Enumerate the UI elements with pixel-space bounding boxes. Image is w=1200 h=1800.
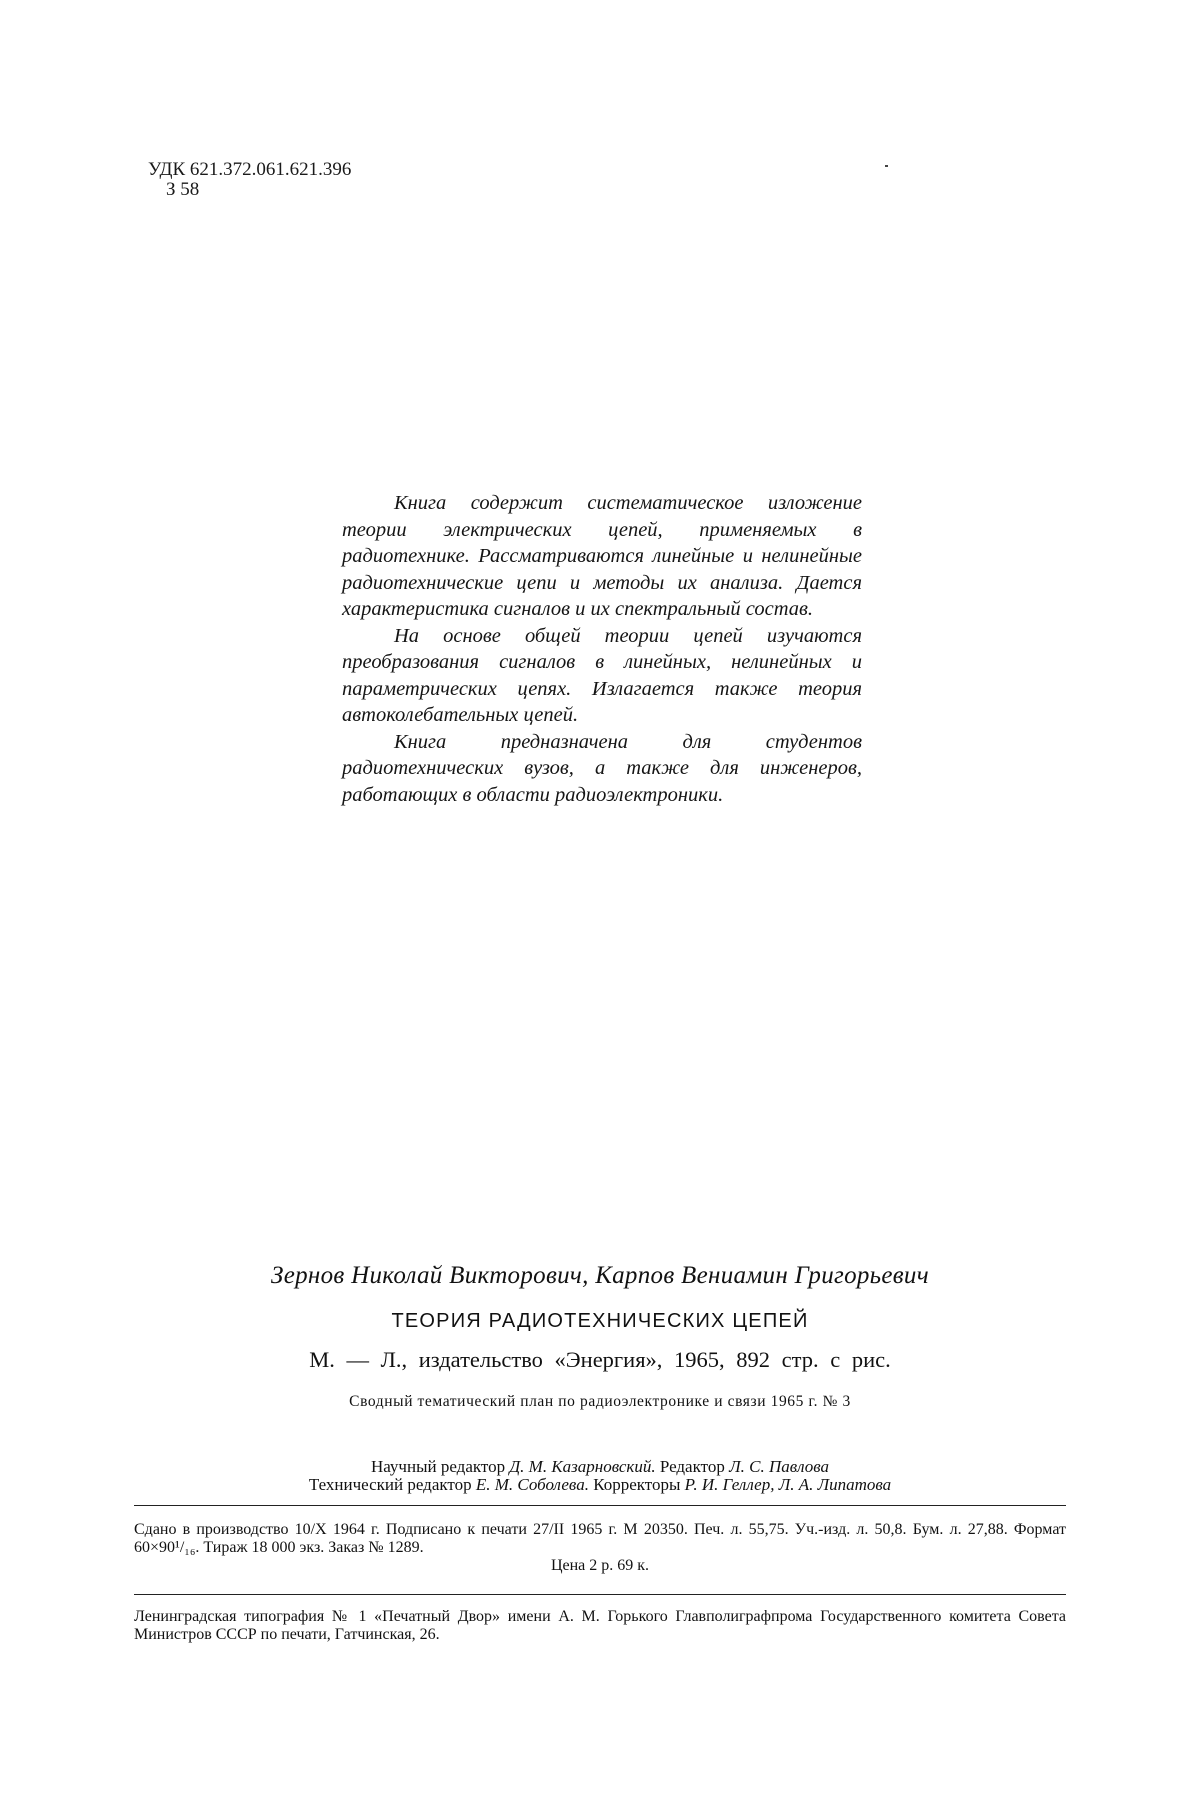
- authors-line: Зернов Николай Викторович, Карпов Вениамин Григорьевич: [271, 1262, 929, 1289]
- proofreaders-names: Р. И. Геллер, Л. А. Липатова: [684, 1475, 892, 1494]
- price: Цена 2 р. 69 к.: [550, 1557, 650, 1574]
- scientific-editor-name: Д. М. Казарновский.: [509, 1457, 656, 1476]
- editorial-credits: [150, 1458, 1050, 1494]
- editor-name: Л. С. Павлова: [729, 1457, 830, 1476]
- technical-editor-name: Е. М. Соболева.: [475, 1475, 589, 1494]
- book-annotation: [342, 490, 862, 808]
- scientific-editor-label: Научный редактор: [370, 1457, 506, 1476]
- udk-code: УДК 621.372.061.621.396: [148, 159, 352, 180]
- annotation-paragraph: Книга содержит систематическое изложение теории электрических цепей, применяемых в радиотехнике. Рассматриваются линейные и нелинейные радиотехнические цепи и методы их анализа. Дается характеристика сигналов и их спектральный состав.: [342, 492, 862, 620]
- print-speck: [885, 165, 888, 167]
- annotation-paragraph: На основе общей теории цепей изучаются преобразования сигналов в линейных, нелинейных и параметрических цепях. Излагается также теория автоколебательных цепей.: [342, 624, 862, 726]
- printer-info: Ленинградская типография № 1 «Печатный Двор» имени А. М. Горького Главполиграфпрома Государственного комитета Совета Министров СССР по печати, Гатчинская, 26.: [134, 1608, 1066, 1643]
- annotation-paragraph: Книга предназначена для студентов радиотехнических вузов, а также для инженеров, работающих в области радиоэлектроники.: [342, 730, 862, 806]
- editors-line-1: [150, 1458, 1050, 1476]
- book-title: ТЕОРИЯ РАДИОТЕХНИЧЕСКИХ ЦЕПЕЙ: [391, 1310, 809, 1332]
- divider-rule: [134, 1594, 1066, 1595]
- production-line: Сдано в производство 10/X 1964 г. Подписано к печати 27/II 1965 г. М 20350. Печ. л. 55,75. Уч.-изд. л. 50,8. Бум. л. 27,88. Формат 60×90¹/₁₆. Тираж 18 000 экз. Заказ № 1289.: [134, 1521, 1066, 1556]
- library-index: З 58: [166, 179, 200, 200]
- editors-line-2: [150, 1476, 1050, 1494]
- udk-classification: [148, 160, 351, 200]
- thematic-plan: Сводный тематический план по радиоэлектронике и связи 1965 г. № 3: [349, 1393, 851, 1410]
- publisher-imprint: М. — Л., издательство «Энергия», 1965, 892 стр. с рис.: [309, 1347, 891, 1372]
- proofreaders-label: Корректоры: [593, 1475, 681, 1494]
- production-details: [134, 1521, 1066, 1575]
- editor-label: Редактор: [659, 1457, 725, 1476]
- technical-editor-label: Технический редактор: [308, 1475, 472, 1494]
- divider-rule: [134, 1505, 1066, 1506]
